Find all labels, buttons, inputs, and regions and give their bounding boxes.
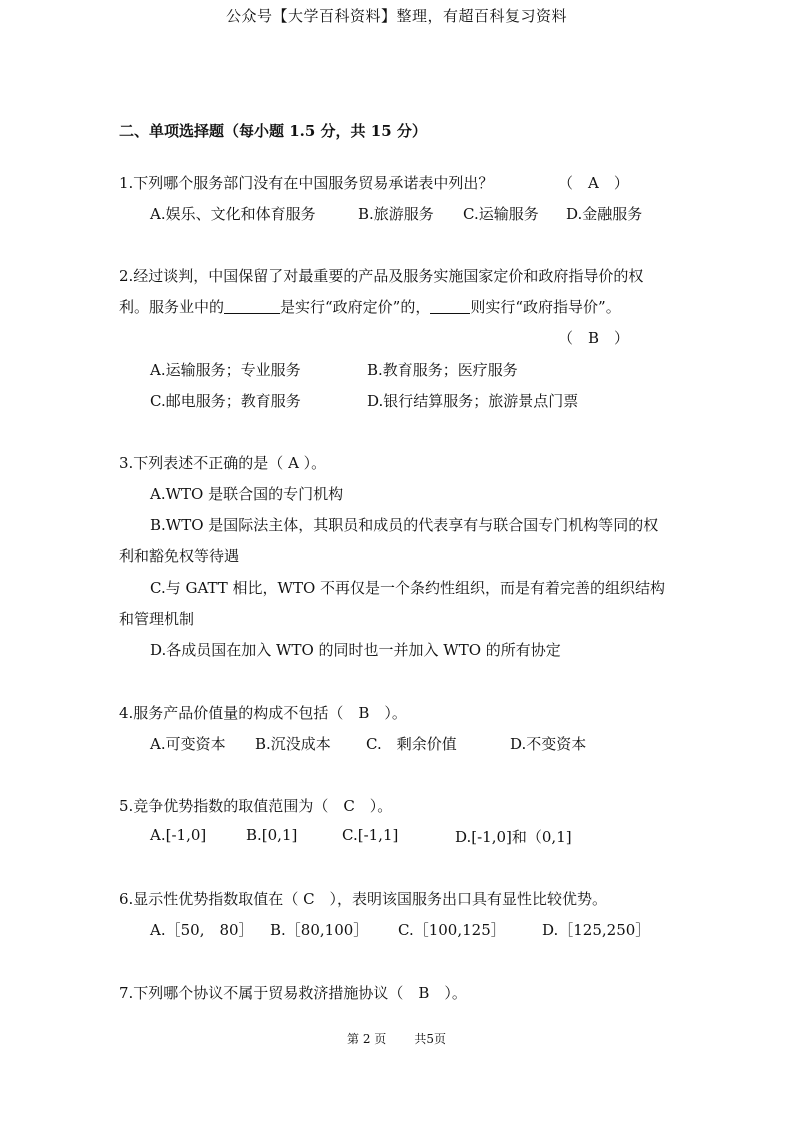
q5-option-c: C.[-1,1] bbox=[342, 826, 399, 844]
q6-option-b: B.［80,100］ bbox=[270, 921, 369, 939]
q1-answer: （ A ） bbox=[558, 174, 629, 192]
q4-option-a: A.可变资本 bbox=[150, 735, 226, 753]
q3-option-d: D.各成员国在加入 WTO 的同时也一并加入 WTO 的所有协定 bbox=[150, 641, 561, 659]
q3-option-c-line1: C.与 GATT 相比，WTO 不再仅是一个条约性组织，而是有着完善的组织结构 bbox=[150, 579, 666, 597]
fill-in-blank bbox=[430, 299, 470, 314]
q1-option-c: C.运输服务 bbox=[463, 205, 539, 223]
page-footer bbox=[0, 1030, 793, 1047]
q4-option-c: C. 剩余价值 bbox=[366, 735, 457, 753]
page-number: 第 2 页 bbox=[347, 1032, 387, 1046]
q4-stem: 4.服务产品价值量的构成不包括（ B ）。 bbox=[119, 704, 407, 722]
q4-option-b: B.沉没成本 bbox=[255, 735, 331, 753]
q3-stem: 3.下列表述不正确的是（ A ）。 bbox=[119, 454, 327, 472]
fill-in-blank bbox=[224, 299, 280, 314]
q2-stem-line2 bbox=[119, 296, 621, 317]
q2-option-b: B.教育服务；医疗服务 bbox=[367, 361, 518, 379]
q1-option-b: B.旅游服务 bbox=[358, 205, 434, 223]
q4-option-d: D.不变资本 bbox=[510, 735, 587, 753]
q1-stem: 1.下列哪个服务部门没有在中国服务贸易承诺表中列出？ bbox=[119, 174, 494, 192]
page-total: 共5页 bbox=[414, 1032, 446, 1046]
page-header: 公众号【大学百科资料】整理，有超百科复习资料 bbox=[225, 7, 567, 25]
q5-option-d: D.[-1,0]和（0,1] bbox=[455, 828, 572, 846]
q2-option-a: A.运输服务；专业服务 bbox=[150, 361, 301, 379]
q6-option-a: A.［50, 80］ bbox=[150, 921, 254, 939]
q1-option-d: D.金融服务 bbox=[566, 205, 643, 223]
q6-stem: 6.显示性优势指数取值在（ C ），表明该国服务出口具有显性比较优势。 bbox=[119, 890, 608, 908]
q3-option-a: A.WTO 是联合国的专门机构 bbox=[150, 485, 344, 503]
q3-option-c-line2: 和管理机制 bbox=[119, 610, 195, 628]
q5-stem: 5.竞争优势指数的取值范围为（ C ）。 bbox=[119, 797, 393, 815]
q2-stem-line1: 2.经过谈判，中国保留了对最重要的产品及服务实施国家定价和政府指导价的权 bbox=[119, 267, 644, 285]
q3-option-b-line1: B.WTO 是国际法主体，其职员和成员的代表享有与联合国专门机构等同的权 bbox=[150, 516, 659, 534]
q7-stem: 7.下列哪个协议不属于贸易救济措施协议（ B ）。 bbox=[119, 984, 467, 1002]
q2-answer: （ B ） bbox=[558, 329, 630, 347]
q6-option-c: C.［100,125］ bbox=[398, 921, 506, 939]
q2-option-c: C.邮电服务；教育服务 bbox=[150, 392, 301, 410]
q6-option-d: D.［125,250］ bbox=[542, 921, 651, 939]
q5-option-b: B.[0,1] bbox=[246, 826, 298, 844]
q2-stem-part-c: 则实行“政府指导价”。 bbox=[470, 298, 621, 316]
q2-stem-part-a: 利。服务业中的 bbox=[119, 298, 225, 316]
section-title: 二、单项选择题（每小题 1.5 分，共 15 分） bbox=[119, 122, 427, 140]
q5-option-a: A.[-1,0] bbox=[150, 826, 207, 844]
q1-option-a: A.娱乐、文化和体育服务 bbox=[150, 205, 316, 223]
q2-stem-part-b: 是实行“政府定价”的， bbox=[280, 298, 431, 316]
q3-option-b-line2: 利和豁免权等待遇 bbox=[119, 547, 240, 565]
q2-option-d: D.银行结算服务；旅游景点门票 bbox=[367, 392, 579, 410]
